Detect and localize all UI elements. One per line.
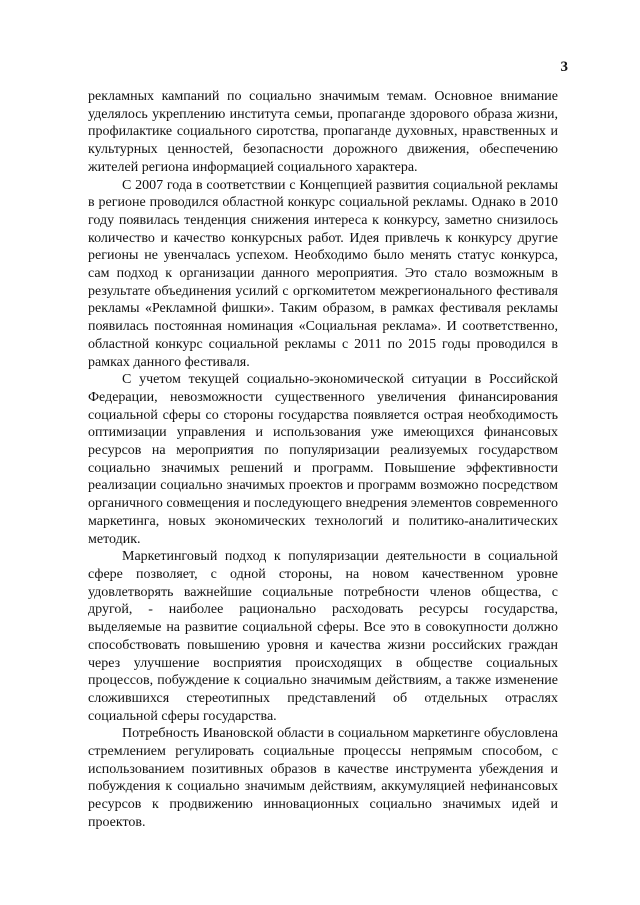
page-number: 3 (560, 59, 568, 75)
paragraph-ivanovo-need: Потребность Ивановской области в социальном маркетинге обусловлена стремлением регулировать социальные процессы непрямым способом, с использованием позитивных образов в качестве инструмента убеждения и побуждения к социально значимым действиям, аккумуляцией нефинансовых ресурсов к продвижению инновационных социально значимых идей и проектов. (88, 726, 558, 830)
document-body (88, 88, 558, 832)
paragraph-economic-situation: С учетом текущей социально-экономической ситуации в Российской Федерации, невозможности существенного увеличения финансирования социальной сферы со стороны государства появляется острая необходимость оптимизации управления и использования уже имеющихся финансовых ресурсов на мероприятия по популяризации реализуемых государством социально значимых решений и программ. Повышение эффективности реализации социально значимых проектов и программ возможно посредством органичного совмещения и последующего внедрения элементов современного маркетинга, новых экономических технологий и политико-аналитических методик. (88, 372, 558, 547)
paragraph-continuation: рекламных кампаний по социально значимым темам. Основное внимание уделялось укреплению института семьи, пропаганде здорового образа жизни, профилактике социального сиротства, пропаганде духовных, нравственных и культурных ценностей, безопасности дорожного движения, обеспечению жителей региона информацией социального характера. (88, 89, 558, 175)
paragraph-marketing-approach: Маркетинговый подход к популяризации деятельности в социальной сфере позволяет, с одной стороны, на новом качественном уровне удовлетворять важнейшие социальные потребности членов общества, с другой, - наиболее рационально расходовать ресурсы государства, выделяемые на развитие социальной сферы. Все это в совокупности должно способствовать повышению уровня и качества жизни российских граждан через улучшение восприятия происходящих в обществе социальных процессов, побуждение к социально значимым действиям, а также изменение сложившихся стереотипных представлений об отдельных отраслях социальной сферы государства. (88, 549, 558, 724)
paragraph-contest-history: С 2007 года в соответствии с Концепцией развития социальной рекламы в регионе проводился областной конкурс социальной рекламы. Однако в 2010 году появилась тенденция снижения интереса к конкурсу, заметно снизилось количество и качество конкурсных работ. Идея привлечь к конкурсу другие регионы не увенчалась успехом. Необходимо было менять статус конкурса, сам подход к организации данного мероприятия. Это стало возможным в результате объединения усилий с оргкомитетом межрегионального фестиваля рекламы «Рекламной фишки». Таким образом, в рамках фестиваля рекламы появилась постоянная номинация «Социальная реклама». И соответственно, областной конкурс социальной рекламы с 2011 по 2015 годы проводился в рамках данного фестиваля. (88, 177, 558, 370)
